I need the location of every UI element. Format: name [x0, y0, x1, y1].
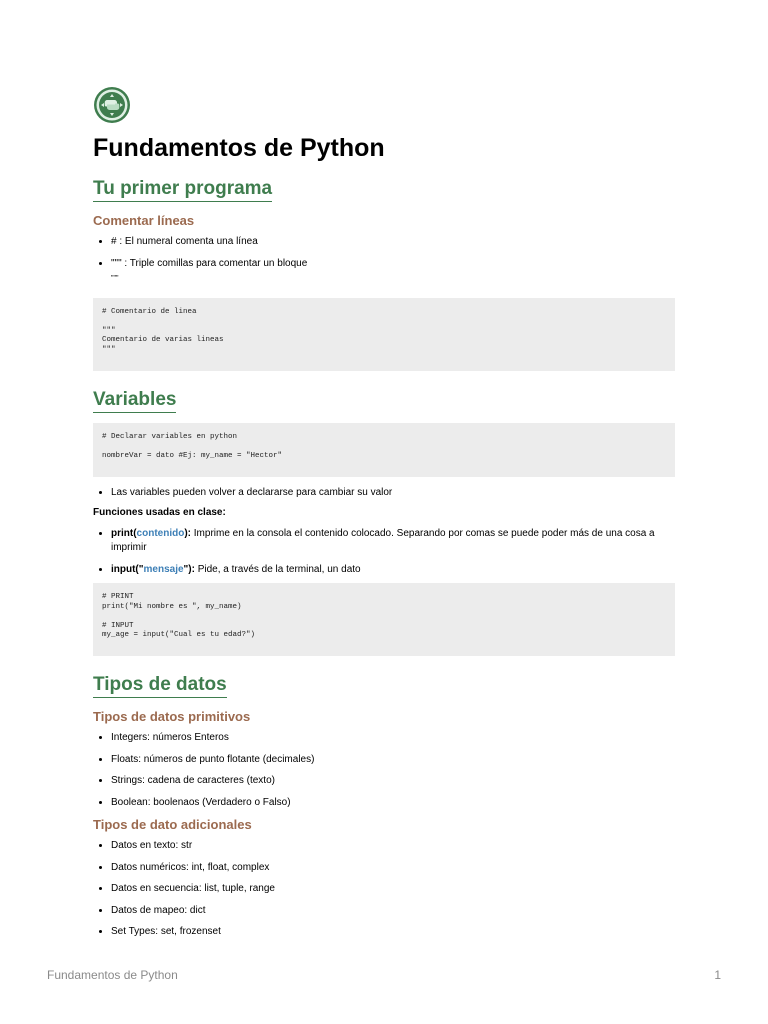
- functions-label: Funciones usadas en clase:: [93, 507, 226, 518]
- section-heading-tipos-de-datos: Tipos de datos: [93, 674, 227, 698]
- functions-list: [93, 526, 675, 577]
- code-block-comments: # Comentario de linea """ Comentario de varias lineas """: [93, 298, 675, 371]
- subheading-tipos-primitivos: Tipos de datos primitivos: [93, 709, 251, 724]
- primitive-types-list: [93, 730, 675, 810]
- list-item-text: """ : Triple comillas para comentar un bloque: [111, 257, 308, 269]
- document-page: [93, 86, 675, 946]
- list-item: • Strings: cadena de caracteres (texto): [111, 773, 675, 788]
- list-item: • Floats: números de punto flotante (decimales): [111, 752, 675, 767]
- list-item-print: [111, 526, 675, 555]
- function-close: "):: [183, 563, 195, 575]
- list-item: • Las variables pueden volver a declararse para cambiar su valor: [111, 485, 675, 500]
- list-item: • Datos en secuencia: list, tuple, range: [111, 881, 675, 896]
- variables-list: [93, 485, 675, 500]
- comment-list: [93, 234, 675, 286]
- code-block-print-input: # PRINT print("Mi nombre es ", my_name) # INPUT my_age = input("Cual es tu edad?"): [93, 583, 675, 656]
- page-title: Fundamentos de Python: [93, 134, 385, 162]
- footer-title: Fundamentos de Python: [47, 968, 178, 982]
- function-name: input(": [111, 563, 144, 575]
- list-item-continuation: """: [111, 274, 119, 282]
- list-item: • Boolean: boolenaos (Verdadero o Falso): [111, 795, 675, 810]
- list-item: • Datos de mapeo: dict: [111, 903, 675, 918]
- page-number: 1: [714, 968, 721, 982]
- list-item: • # : El numeral comenta una línea: [111, 234, 675, 249]
- function-desc: Imprime en la consola el contenido colocado. Separando por comas se puede poder más de una cosa a imprimir: [111, 528, 655, 553]
- code-block-variables: # Declarar variables en python nombreVar = dato #Ej: my_name = "Hector": [93, 423, 675, 477]
- list-item: • Datos numéricos: int, float, complex: [111, 860, 675, 875]
- function-param: mensaje: [143, 563, 184, 575]
- subheading-tipos-adicionales: Tipos de dato adicionales: [93, 817, 252, 832]
- section-heading-tu-primer-programa: Tu primer programa: [93, 178, 272, 202]
- additional-types-list: [93, 838, 675, 939]
- list-item: • Datos en texto: str: [111, 838, 675, 853]
- function-name: print(: [111, 528, 137, 539]
- list-item: [111, 256, 675, 286]
- section-heading-variables: Variables: [93, 389, 176, 413]
- python-logo-icon: [93, 86, 131, 124]
- function-desc: Pide, a través de la terminal, un dato: [194, 563, 361, 575]
- list-item-input: [111, 562, 675, 577]
- subheading-comentar-lineas: Comentar líneas: [93, 213, 195, 228]
- list-item: • Set Types: set, frozenset: [111, 924, 675, 939]
- list-item: • Integers: números Enteros: [111, 730, 675, 745]
- function-param: contenido: [136, 528, 185, 539]
- function-close: ):: [184, 528, 191, 539]
